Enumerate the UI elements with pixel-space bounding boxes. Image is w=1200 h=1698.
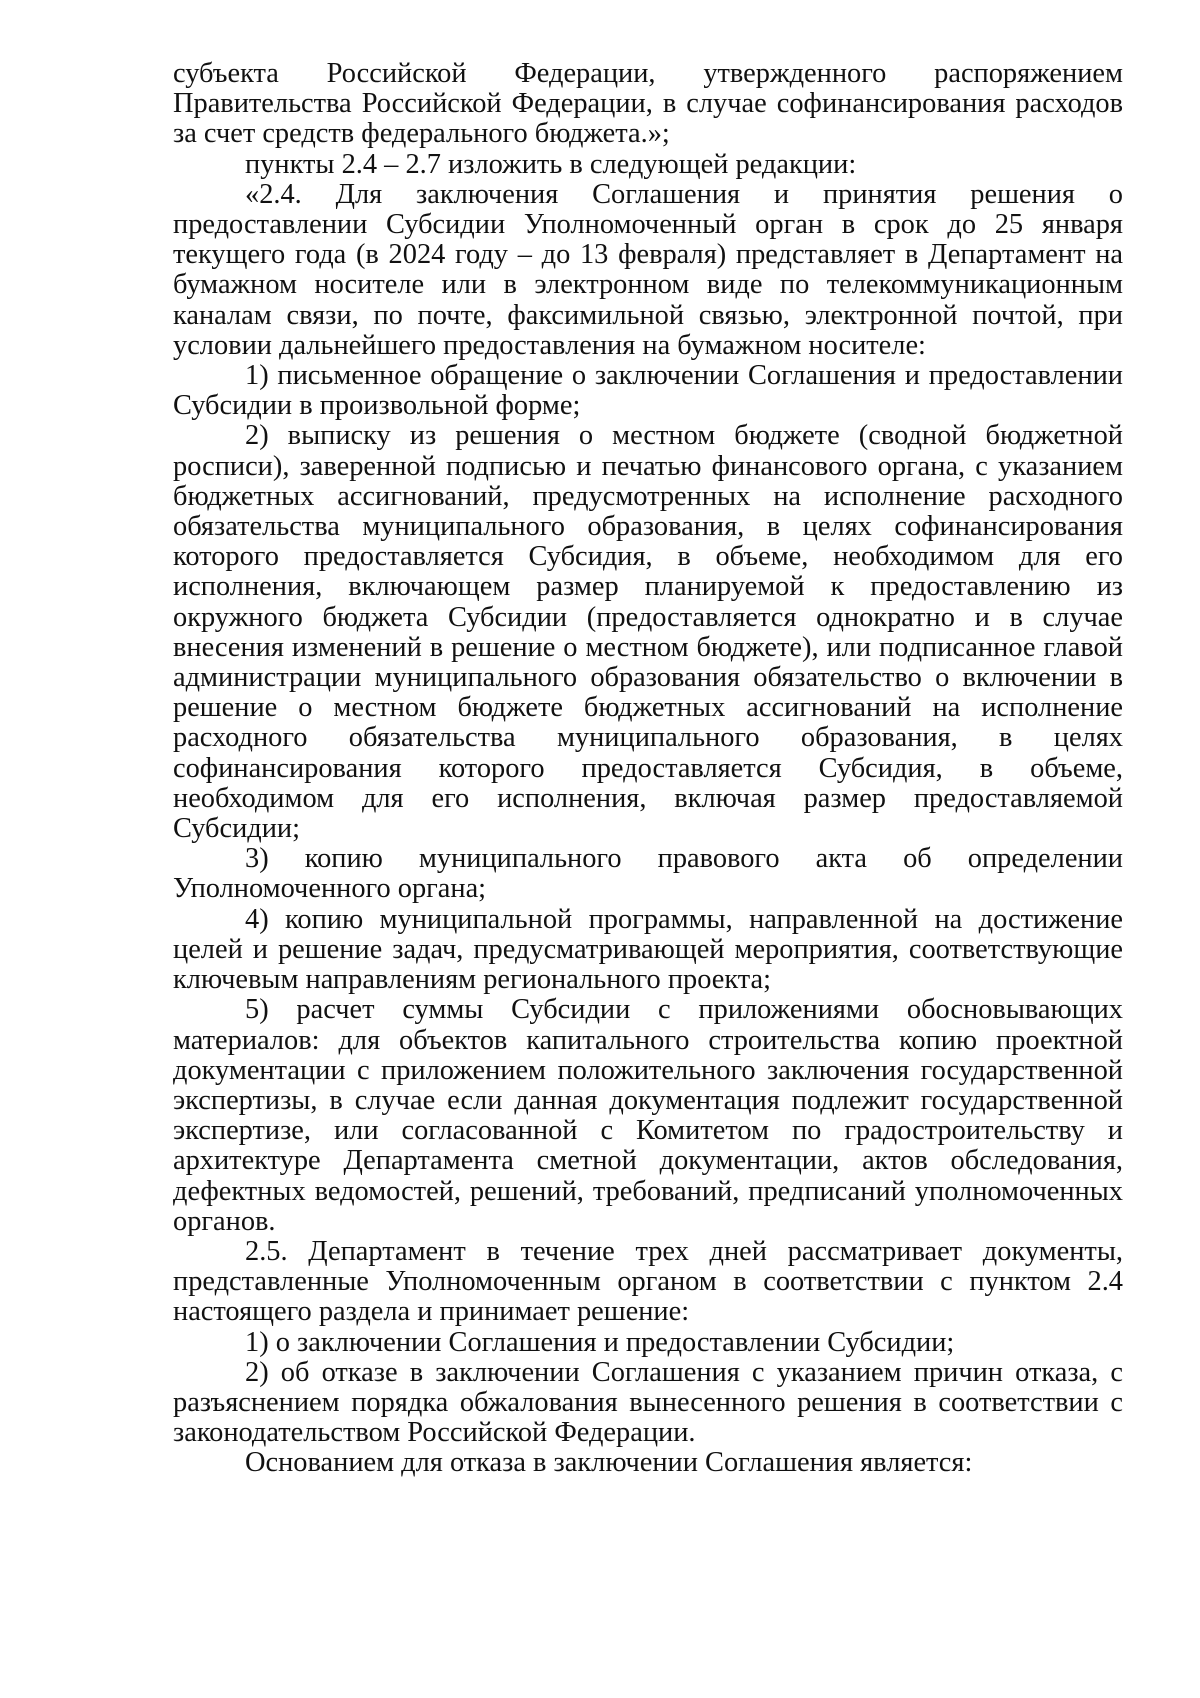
list-item-2-4-5: 5) расчет суммы Субсидии с приложениями обосновывающих материалов: для объектов капитального строительства копию проектной документации с приложением положительного заключения государственной экспертизы, в случае если данная документация подлежит государственной экспертизе, или согласованной с Комитетом по градостроительству и архитектуре Департамента сметной документации, актов обследования, дефектных ведомостей, решений, требований, предписаний уполномоченных органов.	[173, 994, 1123, 1237]
list-item-2-5-1: 1) о заключении Соглашения и предоставлении Субсидии;	[245, 1326, 955, 1358]
paragraph-amendment-intro: пункты 2.4 – 2.7 изложить в следующей редакции:	[245, 148, 857, 180]
document-body	[173, 59, 1123, 1479]
list-item-2-4-4: 4) копию муниципальной программы, направленной на достижение целей и решение задач, предусматривающей мероприятия, соответствующие ключевым направлениям регионального проекта;	[173, 903, 1123, 996]
list-item-2-4-2: 2) выписку из решения о местном бюджете (сводной бюджетной росписи), заверенной подписью и печатью финансового органа, с указанием бюджетных ассигнований, предусмотренных на исполнение расходного обязательства муниципального образования, в целях софинансирования которого предоставляется Субсидия, в объеме, необходимом для его исполнения, включающем размер планируемой к предоставлению из окружного бюджета Субсидии (предоставляется однократно и в случае внесения изменений в решение о местном бюджете), или подписанное главой администрации муниципального образования обязательство о включении в решение о местном бюджете бюджетных ассигнований на исполнение расходного обязательства муниципального образования, в целях софинансирования которого предоставляется Субсидия, в объеме, необходимом для его исполнения, включая размер предоставляемой Субсидии;	[173, 420, 1123, 845]
paragraph-2-5: 2.5. Департамент в течение трех дней рассматривает документы, представленные Уполномоченным органом в соответствии с пунктом 2.4 настоящего раздела и принимает решение:	[173, 1235, 1123, 1328]
list-item-2-4-1: 1) письменное обращение о заключении Соглашения и предоставлении Субсидии в произвольной форме;	[173, 360, 1123, 422]
list-item-2-5-2: 2) об отказе в заключении Соглашения с указанием причин отказа, с разъяснением порядка обжалования вынесенного решения в соответствии с законодательством Российской Федерации.	[173, 1356, 1123, 1449]
paragraph-2-4: «2.4. Для заключения Соглашения и принятия решения о предоставлении Субсидии Уполномоченный орган в срок до 25 января текущего года (в 2024 году – до 13 февраля) представляет в Департамент на бумажном носителе или в электронном виде по телекоммуникационным каналам связи, по почте, факсимильной связью, электронной почтой, при условии дальнейшего предоставления на бумажном носителе:	[173, 178, 1123, 361]
paragraph-continuation: субъекта Российской Федерации, утвержденного распоряжением Правительства Российской Федерации, в случае софинансирования расходов за счет средств федерального бюджета.»;	[173, 58, 1123, 150]
list-item-2-4-3: 3) копию муниципального правового акта об определении Уполномоченного органа;	[173, 843, 1123, 905]
paragraph-refusal-grounds: Основанием для отказа в заключении Соглашения является:	[245, 1447, 973, 1479]
